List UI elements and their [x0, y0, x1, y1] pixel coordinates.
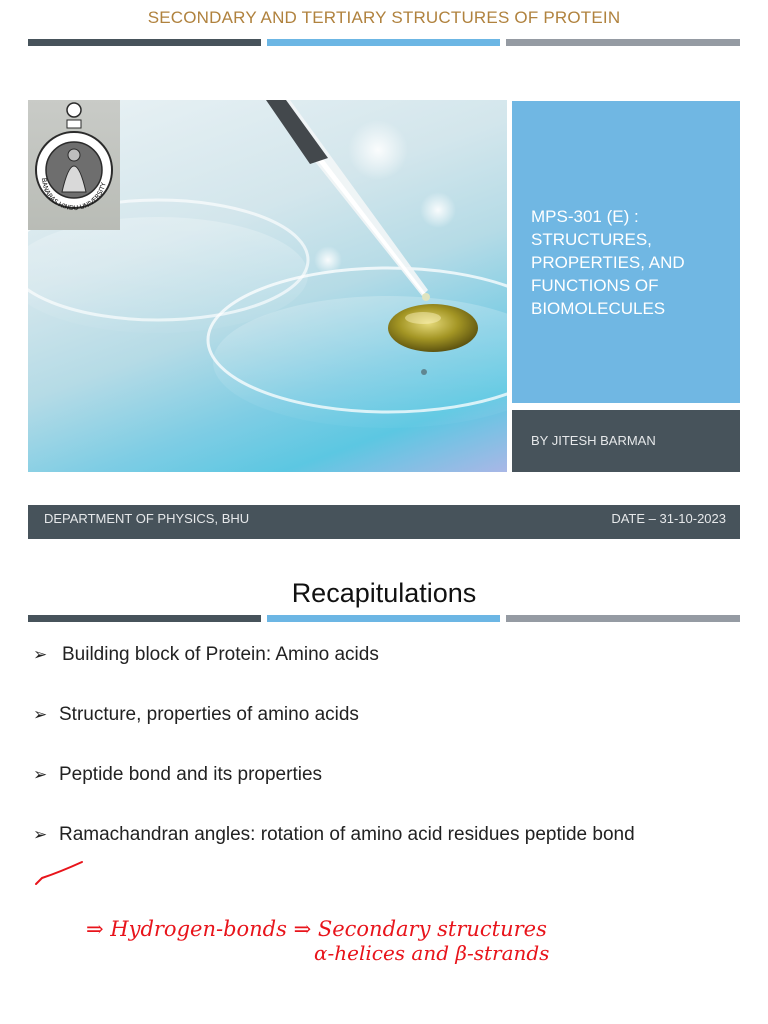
handwritten-line-1: ⇒ Hydrogen-bonds ⇒ Secondary structures [86, 917, 547, 941]
author-name: BY JITESH BARMAN [531, 433, 656, 448]
list-item-text: Peptide bond and its properties [59, 764, 323, 785]
seal-text: BANARAS HINDU UNIVERSITY [39, 177, 108, 213]
divider-blue-2 [267, 615, 500, 622]
divider-dark [28, 39, 261, 46]
list-item-text: Building block of Protein: Amino acids [62, 644, 379, 665]
divider-grey [506, 39, 740, 46]
handwritten-line-2: α-helices and β-strands [314, 941, 550, 965]
recap-title: Recapitulations [291, 578, 477, 608]
arrow-bullet-icon: ➢ [33, 825, 48, 844]
divider-grey-2 [506, 615, 740, 622]
divider-blue [267, 39, 500, 46]
date-label: DATE – 31-10-2023 [611, 511, 726, 526]
author-panel [512, 410, 740, 472]
arrow-bullet-icon: ➢ [33, 705, 48, 724]
university-seal-icon [28, 100, 120, 230]
list-item [33, 824, 635, 846]
list-item [33, 644, 379, 666]
department-label: DEPARTMENT OF PHYSICS, BHU [44, 511, 250, 526]
list-item-text: Ramachandran angles: rotation of amino acid residues peptide bond [59, 824, 635, 845]
handwritten-annotation [0, 850, 768, 990]
list-item [33, 764, 322, 786]
course-title: MPS-301 (E) : STRUCTURES, PROPERTIES, AND FUNCTIONS OF BIOMOLECULES [531, 207, 685, 318]
checkmark-icon [36, 862, 82, 884]
list-item [33, 704, 359, 726]
arrow-bullet-icon: ➢ [33, 765, 48, 784]
list-item-text: Structure, properties of amino acids [59, 704, 359, 725]
course-panel [512, 101, 740, 403]
slide-footer [28, 505, 740, 539]
lab-photo [28, 100, 507, 472]
slide-title: SECONDARY AND TERTIARY STRUCTURES OF PROTEIN [147, 8, 621, 27]
arrow-bullet-icon: ➢ [33, 645, 48, 664]
university-logo [28, 100, 120, 230]
divider-dark-2 [28, 615, 261, 622]
